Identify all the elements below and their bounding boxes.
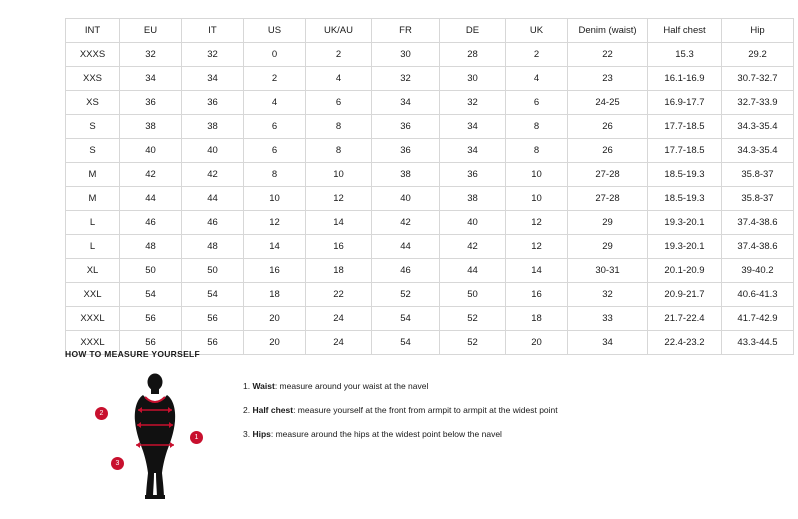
table-cell: 19.3-20.1: [648, 211, 722, 235]
measure-step-term: Hips: [252, 429, 271, 440]
table-cell: 12: [306, 187, 372, 211]
table-cell: 6: [306, 91, 372, 115]
table-cell: 29: [568, 211, 648, 235]
marker-1: 1: [190, 431, 203, 444]
table-cell: 34: [120, 67, 182, 91]
table-cell: 4: [306, 67, 372, 91]
table-cell: 44: [440, 259, 506, 283]
table-row: [66, 211, 794, 235]
table-cell: 20: [244, 307, 306, 331]
measure-step-text: : measure around the hips at the widest point below the navel: [270, 429, 502, 440]
table-cell: XXL: [66, 283, 120, 307]
table-cell: 17.7-18.5: [648, 115, 722, 139]
table-cell: 16: [244, 259, 306, 283]
table-cell: 16.1-16.9: [648, 67, 722, 91]
table-cell: 12: [506, 235, 568, 259]
table-cell: 46: [182, 211, 244, 235]
table-cell: XXXL: [66, 331, 120, 355]
table-cell: 32: [120, 43, 182, 67]
measure-step-number: 1.: [243, 381, 253, 391]
table-cell: 50: [120, 259, 182, 283]
table-cell: 4: [244, 91, 306, 115]
table-cell: 24-25: [568, 91, 648, 115]
marker-3: 3: [111, 457, 124, 470]
column-header-int: INT: [66, 19, 120, 43]
table-cell: 43.3-44.5: [722, 331, 794, 355]
table-cell: 8: [244, 163, 306, 187]
table-cell: 14: [506, 259, 568, 283]
table-cell: 48: [120, 235, 182, 259]
table-cell: 2: [244, 67, 306, 91]
table-cell: 41.7-42.9: [722, 307, 794, 331]
measure-steps-list: [243, 369, 558, 454]
measure-step-text: : measure around your waist at the navel: [274, 381, 429, 391]
table-body: [66, 43, 794, 355]
table-cell: 10: [506, 163, 568, 187]
table-cell: 17.7-18.5: [648, 139, 722, 163]
table-cell: 4: [506, 67, 568, 91]
measure-step-number: 2.: [243, 405, 253, 416]
column-header-hip: Hip: [722, 19, 794, 43]
table-cell: 6: [244, 139, 306, 163]
table-cell: 38: [182, 115, 244, 139]
mannequin-figure: [95, 369, 215, 499]
table-cell: 30: [440, 67, 506, 91]
table-cell: 42: [440, 235, 506, 259]
table-cell: 42: [120, 163, 182, 187]
how-to-measure-section: [65, 349, 765, 499]
table-cell: M: [66, 163, 120, 187]
table-cell: 19.3-20.1: [648, 235, 722, 259]
table-cell: XXXS: [66, 43, 120, 67]
table-cell: 30: [372, 43, 440, 67]
table-cell: 16.9-17.7: [648, 91, 722, 115]
how-to-measure-title: HOW TO MEASURE YOURSELF: [65, 349, 201, 359]
table-cell: 18.5-19.3: [648, 163, 722, 187]
column-header-ukau: UK/AU: [306, 19, 372, 43]
table-cell: 40: [182, 139, 244, 163]
table-cell: 20: [506, 331, 568, 355]
table-cell: 10: [306, 163, 372, 187]
table-cell: 50: [182, 259, 244, 283]
column-header-eu: EU: [120, 19, 182, 43]
table-cell: 44: [182, 187, 244, 211]
table-cell: 44: [120, 187, 182, 211]
table-cell: 10: [244, 187, 306, 211]
table-row: [66, 139, 794, 163]
table-cell: 32: [568, 283, 648, 307]
column-header-uk: UK: [506, 19, 568, 43]
column-header-de: DE: [440, 19, 506, 43]
measure-step-number: 3.: [243, 429, 253, 440]
table-cell: 54: [372, 331, 440, 355]
table-cell: 42: [182, 163, 244, 187]
table-cell: 14: [306, 211, 372, 235]
table-cell: 16: [306, 235, 372, 259]
table-cell: 34: [372, 91, 440, 115]
table-cell: 8: [306, 115, 372, 139]
table-cell: 18: [506, 307, 568, 331]
table-cell: 54: [182, 283, 244, 307]
table-row: [66, 283, 794, 307]
table-cell: 44: [372, 235, 440, 259]
table-cell: 32: [182, 43, 244, 67]
table-cell: 52: [372, 283, 440, 307]
table-cell: 8: [506, 139, 568, 163]
size-chart-table: [65, 18, 794, 355]
table-cell: 46: [372, 259, 440, 283]
table-cell: 52: [440, 307, 506, 331]
table-cell: 42: [372, 211, 440, 235]
table-cell: M: [66, 187, 120, 211]
table-cell: 56: [120, 331, 182, 355]
table-cell: 16: [506, 283, 568, 307]
table-cell: 30.7-32.7: [722, 67, 794, 91]
table-cell: 56: [182, 307, 244, 331]
measure-step-term: Half chest: [252, 405, 294, 416]
table-cell: 20.1-20.9: [648, 259, 722, 283]
table-cell: 2: [506, 43, 568, 67]
table-cell: XXXL: [66, 307, 120, 331]
table-cell: 12: [506, 211, 568, 235]
table-header-row: [66, 19, 794, 43]
table-cell: L: [66, 211, 120, 235]
table-cell: 40: [440, 211, 506, 235]
table-cell: 18: [306, 259, 372, 283]
table-cell: 32: [372, 67, 440, 91]
table-cell: 50: [440, 283, 506, 307]
table-row: [66, 43, 794, 67]
table-cell: 29.2: [722, 43, 794, 67]
measure-step: [243, 381, 558, 391]
table-cell: 22.4-23.2: [648, 331, 722, 355]
table-cell: 32.7-33.9: [722, 91, 794, 115]
table-row: [66, 259, 794, 283]
how-to-measure-body: [65, 369, 765, 499]
table-cell: S: [66, 115, 120, 139]
table-cell: 6: [244, 115, 306, 139]
table-cell: 22: [568, 43, 648, 67]
measure-step: [243, 429, 558, 439]
table-cell: 35.8-37: [722, 187, 794, 211]
table-cell: 34: [568, 331, 648, 355]
table-cell: 40: [372, 187, 440, 211]
table-cell: XS: [66, 91, 120, 115]
column-header-it: IT: [182, 19, 244, 43]
table-cell: 37.4-38.6: [722, 211, 794, 235]
table-cell: 24: [306, 331, 372, 355]
table-cell: 20.9-21.7: [648, 283, 722, 307]
table-cell: 8: [306, 139, 372, 163]
table-cell: 24: [306, 307, 372, 331]
table-cell: 12: [244, 211, 306, 235]
table-cell: 20: [244, 331, 306, 355]
table-cell: 34.3-35.4: [722, 115, 794, 139]
table-cell: 46: [120, 211, 182, 235]
table-cell: 27-28: [568, 163, 648, 187]
table-cell: 8: [506, 115, 568, 139]
table-cell: 29: [568, 235, 648, 259]
table-cell: 14: [244, 235, 306, 259]
table-cell: 36: [372, 115, 440, 139]
table-row: [66, 235, 794, 259]
table-cell: 54: [120, 283, 182, 307]
table-cell: 10: [506, 187, 568, 211]
table-cell: 2: [306, 43, 372, 67]
table-cell: 38: [440, 187, 506, 211]
table-cell: 36: [120, 91, 182, 115]
table-cell: 40.6-41.3: [722, 283, 794, 307]
table-cell: 35.8-37: [722, 163, 794, 187]
marker-2: 2: [95, 407, 108, 420]
table-cell: XL: [66, 259, 120, 283]
table-row: [66, 67, 794, 91]
measure-step-term: Waist: [252, 381, 275, 391]
table-cell: XXS: [66, 67, 120, 91]
table-cell: 34.3-35.4: [722, 139, 794, 163]
column-header-fr: FR: [372, 19, 440, 43]
table-cell: 37.4-38.6: [722, 235, 794, 259]
table-cell: 38: [372, 163, 440, 187]
table-cell: 54: [372, 307, 440, 331]
table-cell: 56: [120, 307, 182, 331]
table-cell: 39-40.2: [722, 259, 794, 283]
table-cell: 32: [440, 91, 506, 115]
table-row: [66, 91, 794, 115]
table-cell: 33: [568, 307, 648, 331]
table-cell: 34: [440, 139, 506, 163]
table-cell: 18: [244, 283, 306, 307]
table-cell: 0: [244, 43, 306, 67]
table-cell: 36: [440, 163, 506, 187]
table-cell: 34: [440, 115, 506, 139]
table-cell: L: [66, 235, 120, 259]
table-cell: S: [66, 139, 120, 163]
table-cell: 36: [372, 139, 440, 163]
table-cell: 27-28: [568, 187, 648, 211]
table-cell: 38: [120, 115, 182, 139]
table-cell: 28: [440, 43, 506, 67]
table-cell: 56: [182, 331, 244, 355]
measure-step: [243, 405, 558, 415]
table-cell: 18.5-19.3: [648, 187, 722, 211]
table-cell: 40: [120, 139, 182, 163]
table-cell: 21.7-22.4: [648, 307, 722, 331]
table-cell: 34: [182, 67, 244, 91]
table-cell: 26: [568, 115, 648, 139]
table-cell: 6: [506, 91, 568, 115]
table-header: [66, 19, 794, 43]
table-cell: 15.3: [648, 43, 722, 67]
table-cell: 23: [568, 67, 648, 91]
table-cell: 48: [182, 235, 244, 259]
table-row: [66, 187, 794, 211]
table-row: [66, 163, 794, 187]
table-row: [66, 115, 794, 139]
measure-step-text: : measure yourself at the front from armpit to armpit at the widest point: [293, 405, 558, 416]
column-header-us: US: [244, 19, 306, 43]
table-cell: 36: [182, 91, 244, 115]
table-cell: 22: [306, 283, 372, 307]
table-cell: 30-31: [568, 259, 648, 283]
table-row: [66, 307, 794, 331]
table-cell: 26: [568, 139, 648, 163]
table-cell: 52: [440, 331, 506, 355]
column-header-half-chest: Half chest: [648, 19, 722, 43]
column-header-denim-waist: Denim (waist): [568, 19, 648, 43]
mannequin-illustration: [123, 373, 187, 499]
size-chart-container: [65, 18, 778, 355]
